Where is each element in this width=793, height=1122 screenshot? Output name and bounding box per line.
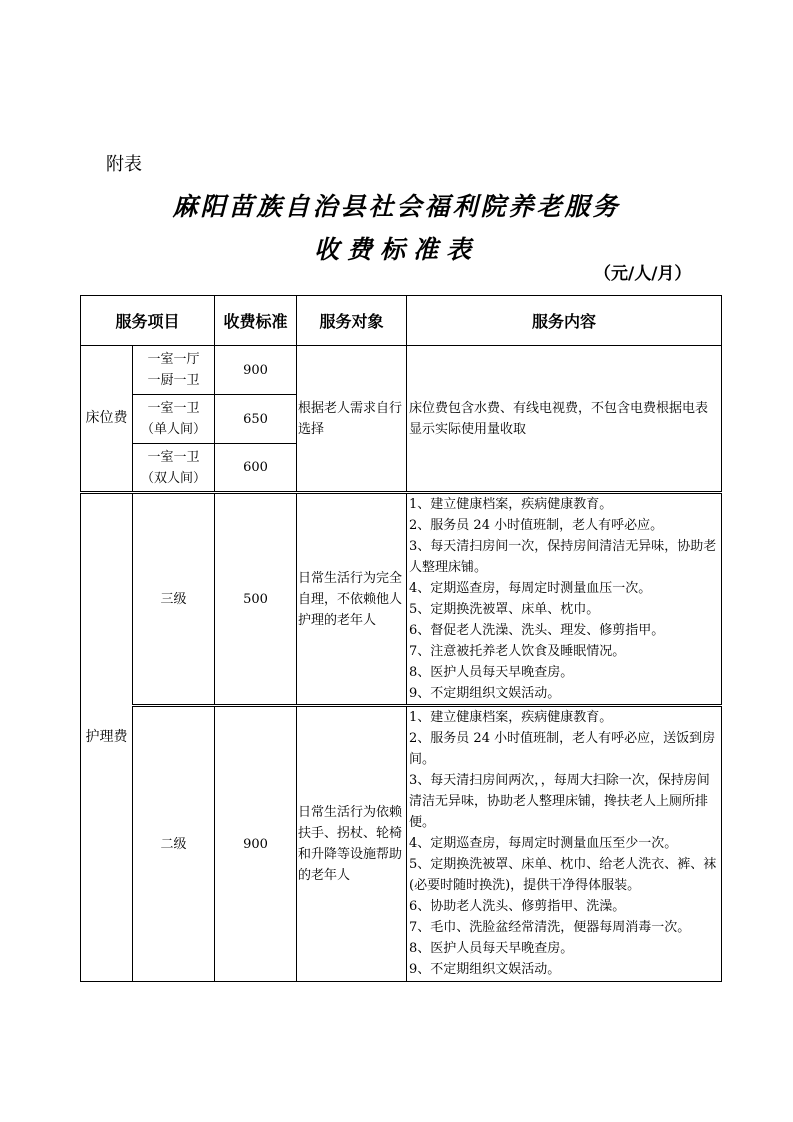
- col-header-content: 服务内容: [407, 296, 722, 346]
- content-item: 5、定期换洗被罩、床单、枕巾。: [409, 602, 600, 617]
- care-level-cell: 三级: [133, 493, 215, 706]
- table-row: [81, 346, 722, 395]
- fee-cell: 500: [215, 493, 297, 706]
- content-item: 9、不定期组织文娱活动。: [409, 686, 561, 701]
- content-item: 2、服务员 24 小时值班制，老人有呼必应，送饭到房间。: [409, 731, 716, 767]
- document-title-line1: 麻阳苗族自治县社会福利院养老服务: [172, 192, 621, 221]
- fee-cell: 650: [215, 395, 297, 444]
- bed-content-cell: 床位费包含水费、有线电视费，不包含电费根据电表显示实际使用量收取: [407, 346, 722, 493]
- care-content-cell: [407, 706, 722, 982]
- content-item: 3、每天清扫房间一次，保持房间清洁无异味，协助老人整理床铺。: [409, 539, 717, 575]
- table-row: [81, 493, 722, 706]
- room-type-cell: 一室一卫 （单人间）: [133, 395, 215, 444]
- content-item: 7、毛巾、洗脸盆经常清洗，便器每周消毒一次。: [409, 920, 691, 935]
- bed-target-cell: 根据老人需求自行选择: [297, 346, 407, 493]
- care-content-cell: [407, 493, 722, 706]
- care-category-cell: 护理费: [81, 493, 133, 982]
- col-header-fee: 收费标准: [215, 296, 297, 346]
- room-type-cell: 一室一厅 一厨一卫: [133, 346, 215, 395]
- content-item: 8、医护人员每天早晚查房。: [409, 665, 574, 680]
- content-item: 1、建立健康档案，疾病健康教育。: [409, 497, 613, 512]
- document-title-line2: 收费标准表: [313, 235, 479, 264]
- fee-standard-table: [80, 295, 722, 982]
- col-header-service-item: 服务项目: [81, 296, 215, 346]
- table-row: [81, 706, 722, 982]
- attachment-label: 附表: [106, 154, 142, 175]
- content-item: 3、每天清扫房间两次，，每周大扫除一次，保持房间清洁无异味，协助老人整理床铺，搀扶老人上厕所排便。: [409, 773, 710, 830]
- care-target-cell: 日常生活行为依赖扶手、拐杖、轮椅和升降等设施帮助的老年人: [297, 706, 407, 982]
- bed-category-cell: 床位费: [81, 346, 133, 493]
- content-item: 2、服务员 24 小时值班制，老人有呼必应。: [409, 518, 664, 533]
- room-type-cell: 一室一卫 （双人间）: [133, 444, 215, 493]
- care-target-cell: 日常生活行为完全自理，不依赖他人护理的老年人: [297, 493, 407, 706]
- fee-cell: 900: [215, 706, 297, 982]
- content-item: 1、建立健康档案，疾病健康教育。: [409, 710, 613, 725]
- unit-label: （元/人/月）: [594, 264, 692, 284]
- content-item: 6、协助老人洗头、修剪指甲、洗澡。: [409, 899, 626, 914]
- care-level-cell: 二级: [133, 706, 215, 982]
- content-item: 7、注意被托养老人饮食及睡眠情况。: [409, 644, 626, 659]
- content-item: 8、医护人员每天早晚查房。: [409, 941, 574, 956]
- fee-cell: 900: [215, 346, 297, 395]
- col-header-target: 服务对象: [297, 296, 407, 346]
- fee-cell: 600: [215, 444, 297, 493]
- content-item: 6、督促老人洗澡、洗头、理发、修剪指甲。: [409, 623, 665, 638]
- content-item: 5、定期换洗被罩、床单、枕巾、给老人洗衣、裤、袜(必要时随时换洗)，提供干净得体服装。: [409, 857, 717, 893]
- content-item: 4、定期巡查房，每周定时测量血压至少一次。: [409, 836, 678, 851]
- content-item: 9、不定期组织文娱活动。: [409, 962, 561, 977]
- table-header-row: [81, 296, 722, 346]
- content-item: 4、定期巡查房，每周定时测量血压一次。: [409, 581, 652, 596]
